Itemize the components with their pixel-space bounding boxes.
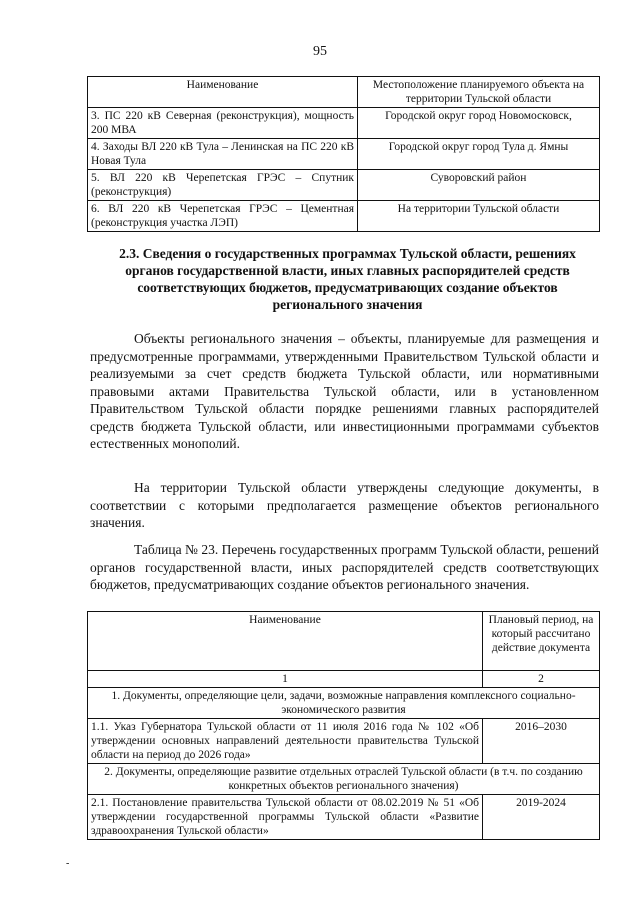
table-row (88, 108, 600, 139)
programs-table (87, 611, 600, 840)
column-number: 2 (483, 671, 600, 688)
section-heading: 2.3. Сведения о государственных программах Тульской области, решениях органов государственной власти, иных главных распорядителей средств соответствующих бюджетов, предусматривающих создание объектов регионального значения (119, 246, 576, 312)
group-title: 2. Документы, определяющие развитие отдельных отраслей Тульской области (в т.ч. по созданию конкретных объектов регионального значения) (88, 764, 600, 795)
object-location-cell: Городской округ город Тула д. Ямны (358, 139, 600, 170)
object-location-cell: Городской округ город Новомосковск, (358, 108, 600, 139)
table-row (88, 201, 600, 232)
table-row (88, 139, 600, 170)
objects-location-table (87, 76, 600, 232)
object-name-cell: 6. ВЛ 220 кВ Черепетская ГРЭС – Цементная (реконструкция участка ЛЭП) (88, 201, 358, 232)
period-cell: 2016–2030 (483, 719, 600, 764)
column-header-name: Наименование (88, 77, 358, 108)
object-location-cell: Суворовский район (358, 170, 600, 201)
document-name-cell: 2.1. Постановление правительства Тульской области от 08.02.2019 № 51 «Об утверждении государственной программы Тульской области «Развитие здравоохранения Тульской области» (88, 795, 483, 840)
footer-mark: - (66, 858, 70, 869)
group-row (88, 764, 600, 795)
table-caption: Таблица № 23. Перечень государственных программ Тульской области, решений органов государственной власти, иных распорядителей средств соответствующих бюджетов, предусматривающих создание объектов регионального значения. (90, 542, 599, 592)
group-title: 1. Документы, определяющие цели, задачи, возможные направления комплексного социально-экономического развития (88, 688, 600, 719)
table-header-row (88, 612, 600, 671)
table-row (88, 719, 600, 764)
object-name-cell: 4. Заходы ВЛ 220 кВ Тула – Ленинская на ПС 220 кВ Новая Тула (88, 139, 358, 170)
table-row (88, 170, 600, 201)
object-name-cell: 5. ВЛ 220 кВ Черепетская ГРЭС – Спутник (реконструкция) (88, 170, 358, 201)
object-name-cell: 3. ПС 220 кВ Северная (реконструкция), мощность 200 МВА (88, 108, 358, 139)
column-header-period: Плановый период, на который рассчитано действие документа (483, 612, 600, 671)
table-row (88, 795, 600, 840)
period-cell: 2019-2024 (483, 795, 600, 840)
column-number: 1 (88, 671, 483, 688)
page-number: 95 (313, 44, 327, 59)
body-paragraph: Объекты регионального значения – объекты, планируемые для размещения и предусмотренные программами, утвержденными Правительством Тульской области и реализуемыми за счет средств бюджета Тульской области, или нормативными правовыми актами Правительства Тульской области, или в установленном Правительством Тульской области порядке решениями главных распорядителей средств бюджета Тульской области, или инвестиционными программами субъектов естественных монополий. (90, 331, 599, 451)
document-name-cell: 1.1. Указ Губернатора Тульской области от 11 июля 2016 года № 102 «Об утверждении основных направлений деятельности правительства Тульской области на период до 2026 года» (88, 719, 483, 764)
column-header-name: Наименование (88, 612, 483, 671)
column-header-location: Местоположение планируемого объекта на территории Тульской области (358, 77, 600, 108)
object-location-cell: На территории Тульской области (358, 201, 600, 232)
group-row (88, 688, 600, 719)
table-header-row (88, 77, 600, 108)
column-number-row (88, 671, 600, 688)
body-paragraph: На территории Тульской области утверждены следующие документы, в соответствии с которыми предполагается размещение объектов регионального значения. (90, 480, 599, 530)
